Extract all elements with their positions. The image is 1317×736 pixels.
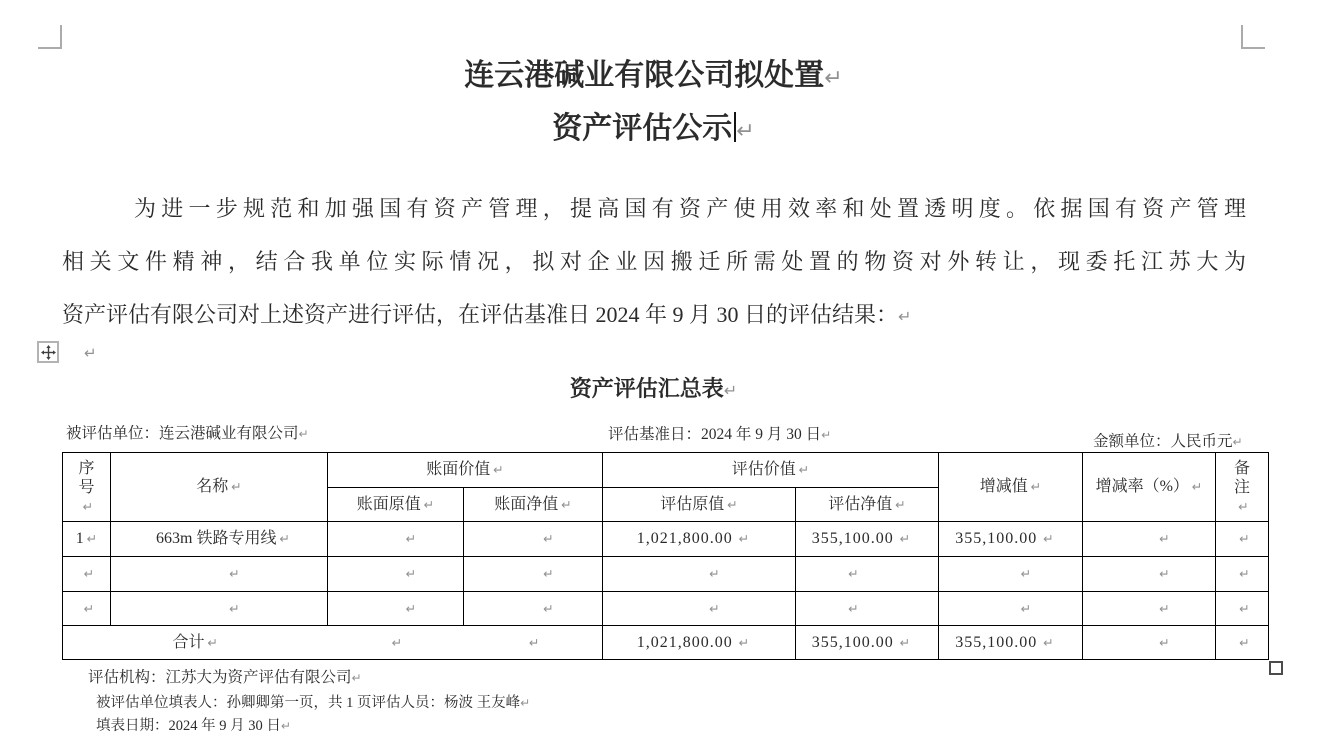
pilcrow-mark: ↵ [405,600,417,616]
assessed-unit-label[interactable] [66,421,309,443]
table-row [63,592,1269,626]
pilcrow-mark: ↵ [561,496,572,512]
total-change[interactable] [939,626,1083,660]
pilcrow-mark: ↵ [543,531,554,547]
pilcrow-mark: ↵ [1191,479,1203,495]
cell-book-original[interactable] [328,522,464,557]
cell-book-net[interactable] [464,522,603,557]
table-move-handle[interactable] [37,341,59,363]
pilcrow-mark: ↵ [899,531,911,547]
margin-corner-mark-top-left [38,25,62,49]
pilcrow-mark: ↵ [848,566,859,582]
pilcrow-mark: ↵ [229,600,240,616]
total-row [63,626,1269,660]
pilcrow-mark: ↵ [493,462,504,478]
empty-paragraph-pilcrow: ↵ [84,344,97,362]
cell-text: 1,021,800.00 [636,633,733,651]
header-seq[interactable] [63,453,111,522]
header-text: 账面价值 [426,461,491,479]
pilcrow-mark: ↵ [207,634,218,650]
total-book-net[interactable] [464,626,603,660]
pilcrow-mark: ↵ [543,600,554,616]
pilcrow-mark: ↵ [1043,531,1054,547]
document-title-line2[interactable] [62,110,1245,151]
pilcrow-mark: ↵ [727,496,738,512]
filler-line[interactable] [96,691,530,712]
pilcrow-mark: ↵ [1043,634,1054,650]
cell-change-rate[interactable] [1083,592,1216,626]
pilcrow-mark: ↵ [351,671,362,685]
pilcrow-mark: ↵ [899,634,911,650]
table-row [63,522,1269,557]
pilcrow-mark: ↵ [1159,566,1170,582]
paragraph-line[interactable]: 相关文件精神，结合我单位实际情况，拟对企业因搬迁所需处置的物资对外转让，现委托江苏大为 [62,249,1246,274]
page-info-text: 第一页，共 1 页 [270,695,372,711]
cell-eval-original[interactable] [603,522,796,557]
cell-note[interactable] [1216,557,1269,592]
pilcrow-mark: ↵ [529,634,540,650]
pilcrow-mark: ↵ [736,119,755,144]
pilcrow-mark: ↵ [1159,531,1170,547]
cell-text: 355,100.00 [811,633,894,651]
header-eval-original[interactable] [603,488,796,522]
cell-text: 合计 [172,633,205,651]
cell-name[interactable] [111,557,328,592]
cell-text: 1 [75,530,84,548]
pilcrow-mark: ↵ [280,719,291,733]
header-text: 序号 [78,459,95,496]
pilcrow-mark: ↵ [1232,435,1243,449]
header-text: 评估净值 [828,495,893,513]
asset-valuation-summary-table [62,452,1269,660]
total-eval-net[interactable] [796,626,939,660]
cell-change[interactable] [939,592,1083,626]
pilcrow-mark: ↵ [738,634,750,650]
pilcrow-mark: ↵ [1159,600,1170,616]
pilcrow-mark: ↵ [423,496,435,512]
header-text: 评估原值 [660,495,725,513]
paragraph-text: 资产评估有限公司对上述资产进行评估，在评估基准日 2024 年 9 月 30 日的评估结果： [62,302,899,327]
pilcrow-mark: ↵ [391,634,403,650]
cell-seq[interactable] [63,557,111,592]
fill-date-line[interactable] [96,714,291,735]
pilcrow-mark: ↵ [405,531,417,547]
cell-note[interactable] [1216,592,1269,626]
title-text: 连云港碱业有限公司拟处置 [464,59,825,92]
valuation-date-label[interactable] [608,422,831,444]
pilcrow-mark: ↵ [898,307,912,326]
cell-name[interactable] [111,522,328,557]
pilcrow-mark: ↵ [83,600,95,616]
cell-book-net[interactable] [464,592,603,626]
cell-eval-net[interactable] [796,557,939,592]
pilcrow-mark: ↵ [821,428,832,442]
header-eval-value[interactable] [603,453,939,488]
pilcrow-mark: ↵ [1239,634,1250,650]
pilcrow-mark: ↵ [405,566,417,582]
pilcrow-mark: ↵ [709,600,720,616]
paragraph-line[interactable]: 为进一步规范和加强国有资产管理，提高国有资产使用效率和处置透明度。依据国有资产管理 [134,196,1246,221]
pilcrow-mark: ↵ [798,462,810,478]
header-change[interactable] [939,453,1083,522]
cell-name[interactable] [111,592,328,626]
total-note[interactable] [1216,626,1269,660]
pilcrow-mark: ↵ [1238,498,1249,514]
total-label-cell[interactable] [63,626,328,660]
cell-eval-original[interactable] [603,592,796,626]
pilcrow-mark: ↵ [723,381,738,400]
fill-date-text: 填表日期：2024 年 9 月 30 日 [96,718,281,734]
document-title-line1[interactable] [62,57,1245,98]
cell-eval-net[interactable] [796,522,939,557]
cell-change[interactable] [939,522,1083,557]
pilcrow-mark: ↵ [738,531,750,547]
pilcrow-mark: ↵ [1239,531,1250,547]
cell-book-original[interactable] [328,557,464,592]
header-name[interactable] [111,453,328,522]
section-title-text: 资产评估汇总表 [569,376,724,401]
evaluators-text: 评估人员：杨波 王友峰 [371,695,521,711]
pilcrow-mark: ↵ [824,66,843,91]
table-resize-handle[interactable] [1269,661,1283,675]
header-text: 增减率（%） [1095,478,1189,496]
header-note[interactable] [1216,453,1269,522]
pilcrow-mark: ↵ [1159,634,1170,650]
total-book-original[interactable] [328,626,464,660]
pilcrow-mark: ↵ [229,566,240,582]
cell-eval-original[interactable] [603,557,796,592]
pilcrow-mark: ↵ [1239,566,1250,582]
title-text: 资产评估公示 [552,112,733,145]
valuation-date-text: 评估基准日：2024 年 9 月 30 日 [608,426,822,443]
pilcrow-mark: ↵ [895,496,906,512]
header-text: 名称 [196,478,229,496]
assessed-unit-text: 被评估单位：连云港碱业有限公司 [66,425,299,442]
pilcrow-mark: ↵ [231,479,242,495]
cell-text: 355,100.00 [811,530,894,548]
agency-line[interactable] [88,665,362,687]
cell-seq[interactable] [63,592,111,626]
filler-text: 被评估单位填表人：孙卿卿 [96,695,270,711]
header-text: 增减值 [979,478,1028,496]
cell-change-rate[interactable] [1083,557,1216,592]
pilcrow-mark: ↵ [279,531,290,547]
header-text: 账面净值 [494,495,559,513]
move-cross-icon [41,345,56,360]
pilcrow-mark: ↵ [82,498,94,514]
cell-book-net[interactable] [464,557,603,592]
header-book-net[interactable] [464,488,603,522]
cell-eval-net[interactable] [796,592,939,626]
cell-seq[interactable] [63,522,111,557]
pilcrow-mark: ↵ [1020,566,1032,582]
pilcrow-mark: ↵ [520,696,531,710]
cell-book-original[interactable] [328,592,464,626]
cell-text: 1,021,800.00 [636,530,733,548]
table-row [63,557,1269,592]
total-eval-original[interactable] [603,626,796,660]
body-paragraph[interactable] [62,182,1246,343]
header-text: 账面原值 [356,495,421,513]
cell-text: 355,100.00 [955,530,1038,548]
header-text: 评估价值 [731,461,796,479]
cell-text: 355,100.00 [955,633,1038,651]
header-change-rate[interactable] [1083,453,1216,522]
pilcrow-mark: ↵ [83,566,95,582]
pilcrow-mark: ↵ [709,566,720,582]
margin-corner-mark-top-right [1241,25,1265,49]
pilcrow-mark: ↵ [1020,600,1032,616]
cell-text: 663m 铁路专用线 [156,530,277,548]
agency-text: 评估机构：江苏大为资产评估有限公司 [88,669,352,686]
header-text: 备注 [1233,459,1250,496]
pilcrow-mark: ↵ [543,566,554,582]
table-section-title[interactable] [62,372,1245,403]
paragraph-line[interactable] [62,288,1246,343]
currency-unit-label[interactable] [1093,429,1243,451]
pilcrow-mark: ↵ [298,427,309,441]
cell-change-rate[interactable] [1083,522,1216,557]
total-change-rate[interactable] [1083,626,1216,660]
pilcrow-mark: ↵ [1030,479,1042,495]
pilcrow-mark: ↵ [848,600,859,616]
currency-unit-text: 金额单位：人民币元 [1093,433,1233,450]
pilcrow-mark: ↵ [1239,600,1250,616]
header-book-value[interactable] [328,453,603,488]
header-row-1 [63,453,1269,488]
pilcrow-mark: ↵ [86,531,98,547]
header-eval-net[interactable] [796,488,939,522]
cell-change[interactable] [939,557,1083,592]
header-book-original[interactable] [328,488,464,522]
cell-note[interactable] [1216,522,1269,557]
